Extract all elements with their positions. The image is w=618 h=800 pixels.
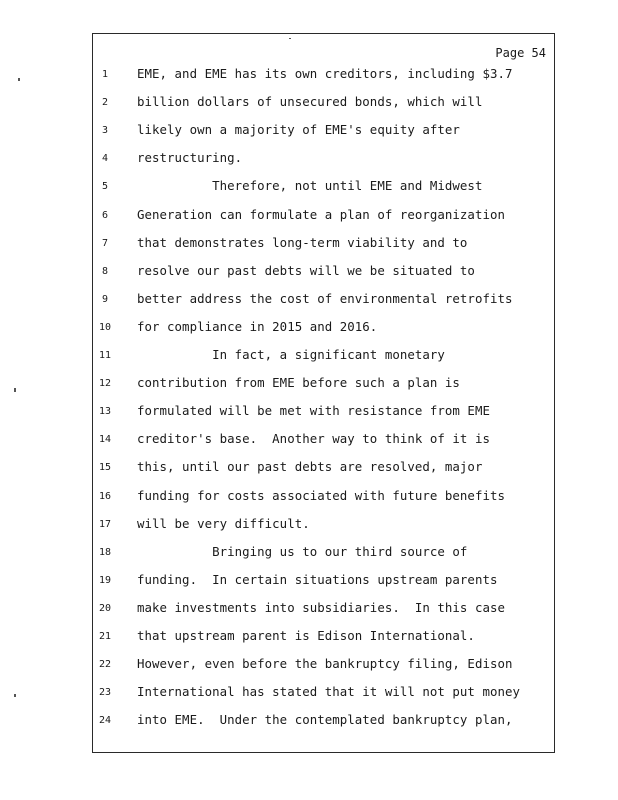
line-number: 7 [101,237,109,249]
line-number: 12 [98,378,112,390]
line-text: likely own a majority of EME's equity after [137,122,460,138]
transcript-line [0,66,618,84]
line-text: this, until our past debts are resolved, major [137,459,483,475]
transcript-line [0,263,618,281]
transcript-line [0,684,618,702]
transcript-line [0,94,618,112]
line-number: 9 [101,293,109,305]
transcript-line [0,207,618,225]
line-text: for compliance in 2015 and 2016. [137,318,378,334]
line-text: Therefore, not until EME and Midwest [137,178,483,194]
line-text: However, even before the bankruptcy filing, Edison [137,656,513,672]
line-number: 10 [98,321,112,333]
transcript-line [0,347,618,365]
transcript-line [0,431,618,449]
line-text: funding for costs associated with future benefits [137,487,505,503]
line-number: 3 [101,125,109,137]
line-number: 2 [101,97,109,109]
transcript-line [0,488,618,506]
line-number: 1 [101,69,109,80]
scan-speck [14,388,16,392]
transcript-line [0,122,618,140]
transcript-line [0,375,618,393]
line-text: EME, and EME has its own creditors, including $3.7 [137,66,513,81]
transcript-line [0,628,618,646]
transcript-line [0,516,618,534]
line-text: that demonstrates long-term viability and to [137,234,468,250]
line-number: 6 [101,209,109,221]
transcript-line [0,572,618,590]
line-number: 13 [98,406,112,418]
line-text: formulated will be met with resistance from EME [137,403,490,419]
line-number: 5 [101,181,109,193]
line-text: International has stated that it will not put money [137,684,520,700]
line-number: 22 [98,659,112,671]
transcript-line [0,403,618,421]
transcript-line [0,712,618,730]
line-number: 8 [101,265,109,277]
line-number: 11 [98,350,112,361]
line-text: resolve our past debts will we be situated to [137,262,475,278]
line-text: In fact, a significant monetary [137,347,445,362]
transcript-line [0,291,618,309]
transcript-line [0,150,618,168]
line-text: funding. In certain situations upstream parents [137,571,498,587]
transcript-line [0,319,618,337]
line-text: into EME. Under the contemplated bankruptcy plan, [137,712,513,728]
line-number: 18 [98,546,112,558]
transcript-line [0,656,618,674]
line-number: 15 [98,462,112,474]
scan-speck [289,38,291,39]
line-number: 23 [98,687,112,699]
transcript-line [0,600,618,618]
line-text: make investments into subsidiaries. In this case [137,599,505,615]
line-number: 19 [98,574,112,586]
page-number: Page 54 [495,46,546,60]
line-text: Bringing us to our third source of [137,543,468,559]
line-number: 21 [98,631,112,642]
line-text: that upstream parent is Edison International. [137,628,475,643]
transcript-line [0,544,618,562]
transcript-line [0,459,618,477]
scan-speck [14,694,16,697]
line-text: will be very difficult. [137,515,310,531]
line-number: 16 [98,490,112,502]
scan-speck [18,78,20,81]
line-text: Generation can formulate a plan of reorganization [137,206,505,222]
line-number: 14 [98,434,112,446]
line-text: better address the cost of environmental retrofits [137,290,513,306]
transcript-line [0,178,618,196]
transcript-line [0,235,618,253]
line-number: 20 [98,602,112,614]
line-number: 17 [98,518,112,530]
line-number: 4 [101,153,109,165]
line-text: contribution from EME before such a plan is [137,375,460,391]
line-text: billion dollars of unsecured bonds, which will [137,94,483,110]
line-text: creditor's base. Another way to think of it is [137,431,490,447]
line-text: restructuring. [137,150,243,166]
line-number: 24 [98,715,112,727]
